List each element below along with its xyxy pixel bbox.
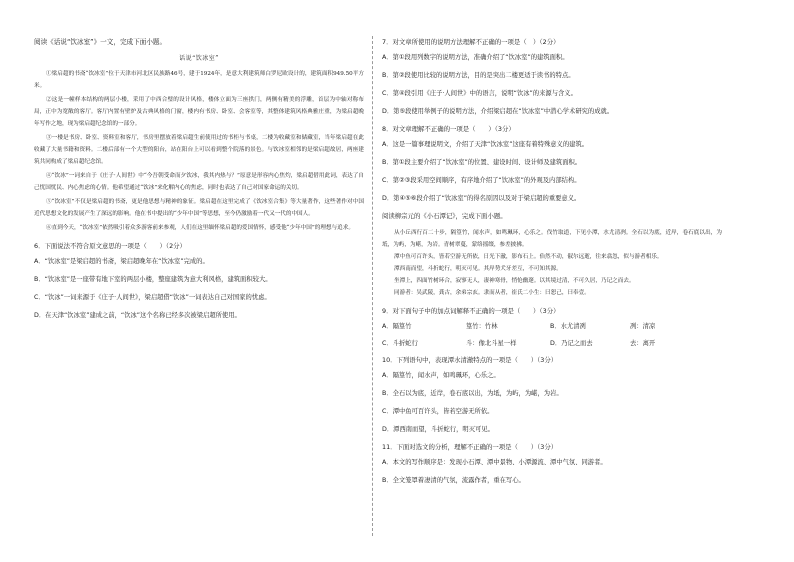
article-title: 话说“饮冰室”	[179, 55, 219, 62]
article-paragraph: ④“饮冰”一词来自于《庄子·人间世》中“今吾朝受命而夕饮冰，我其内热与？”原意是形容内心焦灼，梁启超借用此词，表达了自己忧国忧民、内心焦虑的心情。他希望通过“饮冰”来化解内心的焦虑，同时也表达了自己对国家命运的关切。	[34, 173, 364, 191]
question-6-stem: 6．下面说法不符合原文意思的一项是（ ）（2分）	[34, 242, 186, 250]
poem-paragraph: 潭西南而望，斗折蛇行，明灭可见。其岸势犬牙差互，不可知其源。	[394, 266, 562, 272]
question-9-row-2	[382, 339, 722, 348]
question-10-option-d: D．潭西南而望，斗折蛇行，明灭可见。	[382, 426, 494, 433]
question-6-option-b: B．“饮冰室”是一座带有地下室的两层小楼，整座建筑为意大利风格，建筑面积较大。	[34, 276, 272, 283]
question-7-option-b: B．第②段使用比较的说明方法，目的是突出二楼更适于读书的特点。	[382, 72, 575, 79]
question-9-option-b-gloss: 冽：清凉	[630, 323, 656, 330]
question-8-stem: 8．对文章理解不正确的一项是（ ）（3分）	[382, 125, 515, 133]
article-paragraph: ①梁启超的书斋“饮冰室”位于天津市河北区民族路46号，建于1924年，是意大利建筑师白罗尼欧设计的，建筑面积949.50平方米。	[34, 71, 364, 89]
question-9-option-b: B．水尤清冽	[550, 323, 586, 330]
article-paragraph: ③一楼是书房、卧室、资料室和客厅，书房里摆放着梁启超生前使用过的书柜与书桌，二楼为收藏室和储藏室，当年梁启超在此收藏了大量书籍和资料。二楼后部有一个大型的阳台，站在阳台上可以看到整个院落的景色。与饮冰室相邻的是梁启超故居，两座建筑共同构成了梁启超纪念馆。	[34, 135, 364, 165]
poem-paragraph: 坐潭上，四面竹树环合，寂寥无人，凄神寒骨，悄怆幽邃。以其境过清，不可久居，乃记之而去。	[394, 278, 635, 284]
right-column	[382, 38, 722, 494]
reading-intro: 阅读《话说“饮冰室”》一文，完成下面小题。	[34, 38, 167, 46]
question-8-option-a: A．这是一篇事理说明文，介绍了天津“饮冰室”这座有着特殊意义的建筑。	[382, 141, 589, 148]
poem-reading-intro: 阅读柳宗元的《小石潭记》，完成下面小题。	[382, 212, 507, 220]
question-9-stem: 9．对下面句子中的加点词解释不正确的一项是（ ）（3分）	[382, 307, 560, 315]
question-8-option-c: C．第②③段采用空间顺序，有序地介绍了“饮冰室”的外观及内部结构。	[382, 177, 581, 184]
question-9-option-c-gloss: 斗：像北斗星一样	[466, 340, 517, 347]
question-10-option-c: C．潭中鱼可百许头，皆若空游无所依。	[382, 408, 494, 415]
question-8-option-d: D．第④⑤⑥段介绍了“饮冰室”的得名原因以及对于梁启超的重要意义。	[382, 195, 581, 202]
question-9-option-a-gloss: 篁竹：竹林	[466, 323, 498, 330]
question-7-option-c: C．第④段引用《庄子·人间世》中的语言，说明“饮冰”的来源与含义。	[382, 90, 577, 97]
question-6-option-a: A．“饮冰室”是梁启超的书斋，梁启超晚年在“饮冰室”完成的。	[34, 258, 209, 265]
question-9-row-1	[382, 322, 722, 331]
question-10-option-b: B．全石以为底，近岸，卷石底以出，为坻，为屿，为嵁，为岩。	[382, 390, 563, 397]
question-9-option-a: A．隔篁竹	[382, 323, 412, 330]
question-7-stem: 7．对文章所使用的说明方法理解不正确的一项是（ ）（2分）	[382, 38, 560, 46]
question-11-stem: 11．下面对选文的分析，理解不正确的一项是（ ）（3分）	[382, 443, 558, 451]
question-9-option-c: C．斗折蛇行	[382, 340, 418, 347]
poem-paragraph: 同游者：吴武陵，龚古，余弟宗玄。隶而从者，崔氏二小生：曰恕己，曰奉壹。	[394, 290, 590, 296]
poem-paragraph: 潭中鱼可百许头，皆若空游无所依，日光下澈，影布石上。佁然不动，俶尔远逝，往来翕忽，似与游者相乐。	[394, 254, 663, 260]
article-paragraph: ②这是一幢样本结构的两层小楼，采用了中西合璧的设计风格，楼体立面为三座拱门，两侧有精美的浮雕，首层为中轴对称布局，正中为宽敞的客厅。客厅内置有壁炉及古典风格的门窗，楼内有书房、卧室、会客室等，其整体建筑风格典雅庄重，为梁启超晚年写作之地，现为梁启超纪念馆的一部分。	[34, 97, 364, 127]
question-8-option-b: B．第①段主要介绍了“饮冰室”的位置、建设时间、设计师及建筑面积。	[382, 159, 582, 166]
left-column	[34, 38, 364, 329]
article-paragraph: ⑥直到今天，“饮冰室”依然吸引着众多游客前来参观，人们在这里缅怀梁启超的爱国情怀，感受他“少年中国”的理想与追求。	[46, 225, 354, 231]
question-11-option-a: A．本文的写作顺序是：发现小石潭、潭中景物、小潭源流、潭中气氛、同游者。	[382, 459, 607, 466]
question-10-stem: 10．下列语句中，表现潭水清澈特点的一项是（ ）（3分）	[382, 356, 558, 364]
question-10-option-a: A．隔篁竹，闻水声，如鸣珮环，心乐之。	[382, 372, 500, 379]
question-6-option-d: D．在天津“饮冰室”建成之前，“饮冰”这个名称已经多次被梁启超所使用。	[34, 312, 241, 319]
article-paragraph: ⑤“饮冰室”不仅是梁启超的书斋，更是他思想与精神的象征。梁启超在这里完成了《饮冰室合集》等大量著作，这些著作对中国近代思想文化的发展产生了深远的影响。他在书中提出的“少年中国”等思想，至今仍激励着一代又一代的中国人。	[34, 199, 364, 217]
column-divider	[372, 36, 373, 536]
question-9-option-d-gloss: 去：离开	[630, 340, 656, 347]
question-7-option-d: D．第⑤段使用举例子的说明方法，介绍梁启超在“饮冰室”中潜心学术研究的成就。	[382, 108, 614, 115]
question-9-option-d: D．乃记之而去	[550, 340, 593, 347]
question-11-option-b: B．全文笼罩着凄清的气氛，流露作者，重在写心。	[382, 477, 525, 484]
poem-paragraph: 从小丘西行百二十步，隔篁竹，闻水声，如鸣珮环，心乐之。伐竹取道，下见小潭，水尤清冽。全石以为底，近岸，卷石底以出，为坻，为屿，为嵁，为岩。青树翠蔓，蒙络摇缀，参差披拂。	[382, 230, 722, 248]
question-7-option-a: A．第①段用列数字的说明方法，准确介绍了“饮冰室”的建筑面积。	[382, 54, 569, 61]
question-6-option-c: C．“饮冰”一词来源于《庄子·人间世》，梁启超借“饮冰”一词表达自己对国家的忧虑。	[34, 294, 271, 301]
